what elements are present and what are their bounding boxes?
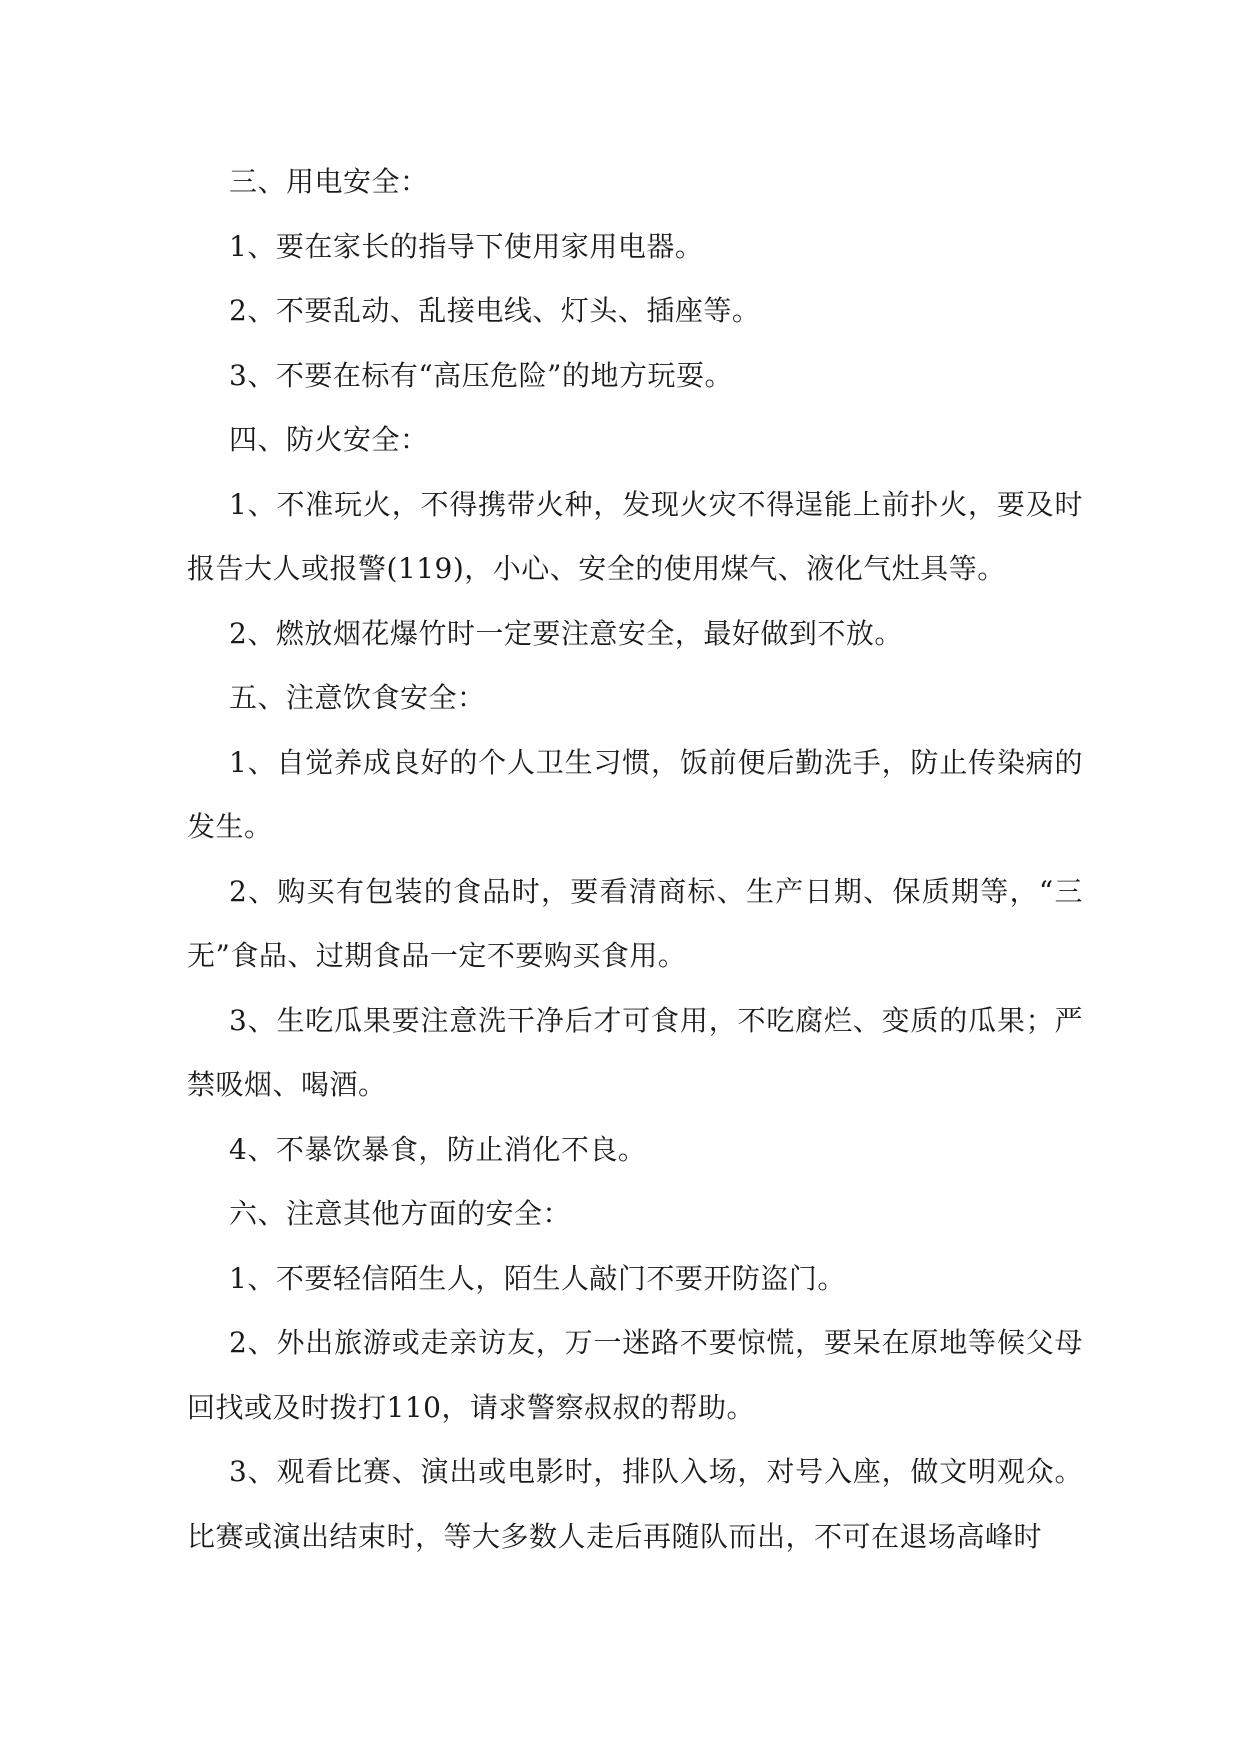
list-item: 3、生吃瓜果要注意洗干净后才可食用，不吃腐烂、变质的瓜果；严禁吸烟、喝酒。 <box>187 1003 1083 1101</box>
section-heading-food-safety: 五、注意饮食安全： <box>229 681 486 714</box>
section-heading-fire-safety: 四、防火安全： <box>229 423 429 456</box>
list-item: 3、观看比赛、演出或电影时，排队入场，对号入座，做文明观众。比赛或演出结束时，等大多数人走后再随队而出，不可在退场高峰时 <box>187 1455 1083 1553</box>
section-heading-electric-safety: 三、用电安全： <box>229 165 429 198</box>
section-heading-other-safety: 六、注意其他方面的安全： <box>229 1197 572 1230</box>
document-body <box>187 150 1083 1569</box>
list-item: 1、不要轻信陌生人，陌生人敲门不要开防盗门。 <box>229 1261 846 1295</box>
list-item: 2、购买有包装的食品时，要看清商标、生产日期、保质期等，“三无”食品、过期食品一定不要购买食用。 <box>187 874 1083 972</box>
list-item: 1、要在家长的指导下使用家用电器。 <box>229 229 704 263</box>
list-item: 4、不暴饮暴食，防止消化不良。 <box>229 1132 647 1166</box>
list-item: 2、燃放烟花爆竹时一定要注意安全，最好做到不放。 <box>229 616 903 650</box>
list-item: 2、不要乱动、乱接电线、灯头、插座等。 <box>229 294 761 327</box>
list-item: 3、不要在标有“高压危险”的地方玩耍。 <box>229 358 733 392</box>
list-item: 2、外出旅游或走亲访友，万一迷路不要惊慌，要呆在原地等候父母回找或及时拨打110，请求警察叔叔的帮助。 <box>187 1326 1083 1424</box>
list-item: 1、不准玩火，不得携带火种，发现火灾不得逞能上前扑火，要及时报告大人或报警(119)，小心、安全的使用煤气、液化气灶具等。 <box>187 487 1083 585</box>
list-item: 1、自觉养成良好的个人卫生习惯，饭前便后勤洗手，防止传染病的发生。 <box>187 745 1083 843</box>
